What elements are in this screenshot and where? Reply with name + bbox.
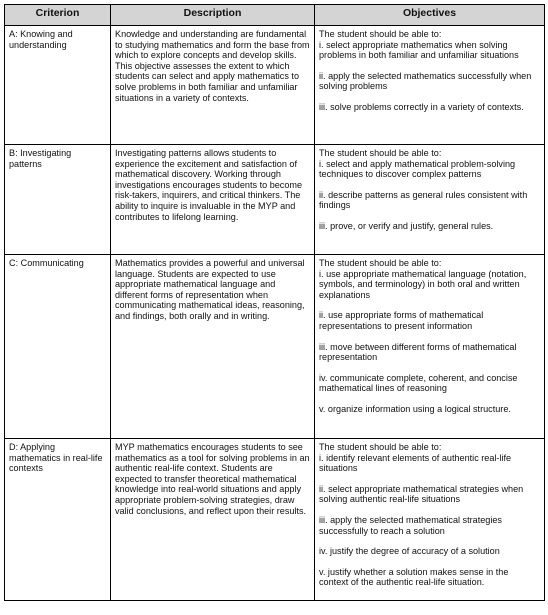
objectives-intro: The student should be able to: — [319, 148, 442, 158]
objective-item: iii. solve problems correctly in a variety of contexts. — [319, 101, 524, 112]
objective-item: i. select and apply mathematical problem-solving techniques to discover complex patterns — [319, 158, 516, 180]
objective-item: i. identify relevant elements of authentic real-life situations — [319, 452, 512, 474]
objective-item: v. organize information using a logical structure. — [319, 403, 511, 414]
objectives-cell — [315, 439, 545, 601]
criterion-cell: C: Communicating — [5, 255, 111, 439]
description-cell: Knowledge and understanding are fundamental to studying mathematics and form the base from which to explore concepts and develop skills. This objective assesses the extent to which students can select and apply mathematics to solve problems in both familiar and unfamiliar situations in a variety of contexts. — [111, 26, 315, 145]
objective-item: ii. select appropriate mathematical strategies when solving authentic real-life situations — [319, 483, 524, 505]
objective-item: v. justify whether a solution makes sense in the context of the authentic real-life situation. — [319, 566, 509, 588]
criterion-cell: D: Applying mathematics in real-life contexts — [5, 439, 111, 601]
objectives-cell — [315, 26, 545, 145]
objectives-cell — [315, 145, 545, 255]
document-page — [4, 4, 544, 601]
table-row — [5, 255, 545, 439]
header-description: Description — [111, 5, 315, 26]
objective-item: iii. move between different forms of mathematical representation — [319, 341, 517, 363]
objective-item: ii. describe patterns as general rules consistent with findings — [319, 189, 528, 211]
criterion-cell: A: Knowing and understanding — [5, 26, 111, 145]
header-criterion: Criterion — [5, 5, 111, 26]
objective-item: ii. use appropriate forms of mathematical representations to present information — [319, 310, 484, 331]
objective-item: i. select appropriate mathematics when solving problems in both familiar and unfamiliar situations — [319, 39, 519, 61]
table-row — [5, 145, 545, 255]
objectives-intro: The student should be able to: — [319, 29, 442, 39]
objective-item: iii. prove, or verify and justify, general rules. — [319, 220, 494, 231]
objective-item: iv. communicate complete, coherent, and concise mathematical lines of reasoning — [319, 372, 518, 394]
objectives-intro: The student should be able to: — [319, 442, 442, 452]
header-objectives: Objectives — [315, 5, 545, 26]
objective-item: iii. apply the selected mathematical strategies successfully to reach a solution — [319, 514, 502, 536]
description-cell: Mathematics provides a powerful and universal language. Students are expected to use appropriate mathematical language and different forms of representation when communicating mathematical ideas, reasoning, and findings, both orally and in writing. — [111, 255, 315, 439]
description-cell: MYP mathematics encourages students to see mathematics as a tool for solving problems in an authentic real-life context. Students are expected to transfer theoretical mathematical knowledge into real-world situations and apply appropriate problem-solving strategies, draw valid conclusions, and reflect upon their results. — [111, 439, 315, 601]
table-row — [5, 439, 545, 601]
objective-item: i. use appropriate mathematical language (notation, symbols, and terminology) in both oral and written explanations — [319, 268, 527, 300]
criteria-table — [4, 4, 545, 601]
table-row — [5, 26, 545, 145]
objective-item: iv. justify the degree of accuracy of a solution — [319, 546, 500, 557]
criterion-cell: B: Investigating patterns — [5, 145, 111, 255]
objectives-cell — [315, 255, 545, 439]
objectives-intro: The student should be able to: — [319, 258, 442, 268]
table-header-row — [5, 5, 545, 26]
description-cell: Investigating patterns allows students to experience the excitement and satisfaction of mathematical discovery. Working through investigations encourages students to become risk-takers, inquirers, and critical thinkers. The ability to inquire is invaluable in the MYP and contributes to lifelong learning. — [111, 145, 315, 255]
objective-item: ii. apply the selected mathematics successfully when solving problems — [319, 70, 532, 92]
